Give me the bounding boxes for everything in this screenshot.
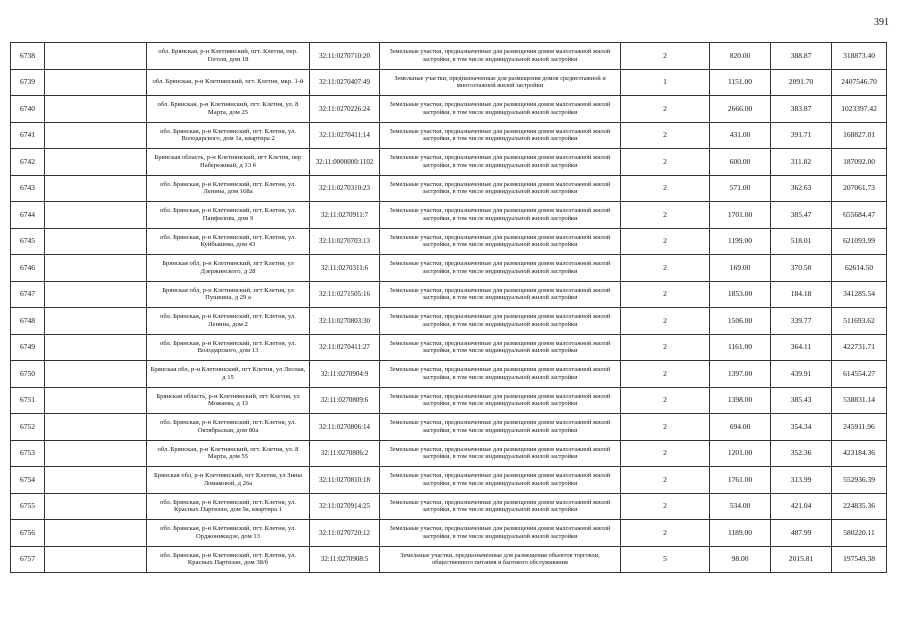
group-cell: 2 — [621, 228, 710, 255]
cadastral-value-cell: 245911.96 — [832, 414, 887, 441]
table-row — [11, 493, 887, 520]
land-use-cell: Земельные участки, предназначенные для размещения домов малоэтажной жилой застройки, в том числе индивидуальной жилой застройки — [380, 149, 621, 176]
blank-cell — [45, 546, 147, 573]
cadastral-number-cell: 32:11:0270407:49 — [310, 69, 380, 96]
cadastral-value-cell: 511693.62 — [832, 308, 887, 335]
cadastral-number-cell: 32:11:0270310:23 — [310, 175, 380, 202]
table-row — [11, 387, 887, 414]
specific-value-cell: 383.87 — [771, 96, 832, 123]
land-use-cell: Земельные участки, предназначенные для размещения домов малоэтажной жилой застройки, в том числе индивидуальной жилой застройки — [380, 387, 621, 414]
specific-value-cell: 2091.70 — [771, 69, 832, 96]
area-cell: 1761.00 — [710, 467, 771, 494]
table-row — [11, 255, 887, 282]
area-cell: 1201.00 — [710, 440, 771, 467]
blank-cell — [45, 414, 147, 441]
table-body — [11, 43, 887, 573]
land-use-cell: Земельные участки, предназначенные для размещения домов малоэтажной жилой застройки, в том числе индивидуальной жилой застройки — [380, 175, 621, 202]
area-cell: 2666.00 — [710, 96, 771, 123]
address-cell: обл. Брянская, р-н Клетнянский, пгт. Клетня, ул. Володарского, дом 13 — [147, 334, 310, 361]
address-cell: Брянская область, р-н Клетнянский, пгт Клетня, пер Набережный, д 13 б — [147, 149, 310, 176]
blank-cell — [45, 122, 147, 149]
cadastral-number-cell: 32:11:0270311:6 — [310, 255, 380, 282]
blank-cell — [45, 467, 147, 494]
land-use-cell: Земельные участки, предназначенные для размещения домов малоэтажной жилой застройки, в том числе индивидуальной жилой застройки — [380, 281, 621, 308]
area-cell: 1199.00 — [710, 228, 771, 255]
group-cell: 2 — [621, 467, 710, 494]
blank-cell — [45, 281, 147, 308]
cadastral-value-cell: 207061.73 — [832, 175, 887, 202]
address-cell: обл. Брянская, р-н Клетнянский, пгт. Клетня, ул. 8 Марта, дом 55 — [147, 440, 310, 467]
table-row — [11, 546, 887, 573]
land-use-cell: Земельные участки, предназначенные для размещения домов малоэтажной жилой застройки, в том числе индивидуальной жилой застройки — [380, 228, 621, 255]
blank-cell — [45, 493, 147, 520]
address-cell: обл. Брянская, р-н Клетнянский, пгт. Клетня, мкр. 1-й — [147, 69, 310, 96]
area-cell: 694.00 — [710, 414, 771, 441]
specific-value-cell: 439.91 — [771, 361, 832, 388]
specific-value-cell: 385.43 — [771, 387, 832, 414]
group-cell: 2 — [621, 149, 710, 176]
row-number-cell: 6742 — [11, 149, 45, 176]
specific-value-cell: 354.34 — [771, 414, 832, 441]
cadastral-value-cell: 1023397.42 — [832, 96, 887, 123]
row-number-cell: 6755 — [11, 493, 45, 520]
row-number-cell: 6753 — [11, 440, 45, 467]
cadastral-number-cell: 32:11:0270803:30 — [310, 308, 380, 335]
specific-value-cell: 184.18 — [771, 281, 832, 308]
area-cell: 1397.00 — [710, 361, 771, 388]
cadastral-number-cell: 32:11:0270411:14 — [310, 122, 380, 149]
table-row — [11, 414, 887, 441]
specific-value-cell: 364.11 — [771, 334, 832, 361]
address-cell: обл. Брянская, р-н Клетнянский, пгт. Клетня, ул. Ленина, дом 2 — [147, 308, 310, 335]
cadastral-value-cell: 580220.11 — [832, 520, 887, 547]
cadastral-value-cell: 62614.50 — [832, 255, 887, 282]
land-use-cell: Земельные участки, предназначенные для размещения домов среднеэтажной и многоэтажной жилой застройки — [380, 69, 621, 96]
cadastral-value-cell: 168827.01 — [832, 122, 887, 149]
land-use-cell: Земельные участки, предназначенные для размещения домов малоэтажной жилой застройки, в том числе индивидуальной жилой застройки — [380, 493, 621, 520]
specific-value-cell: 385.47 — [771, 202, 832, 229]
specific-value-cell: 518.01 — [771, 228, 832, 255]
cadastral-number-cell: 32:11:0270908:5 — [310, 546, 380, 573]
address-cell: обл. Брянская, р-н Клетнянский, пгт. Клетня, ул. Володарского, дом 1а, квартира 2 — [147, 122, 310, 149]
table-row — [11, 228, 887, 255]
row-number-cell: 6738 — [11, 43, 45, 70]
address-cell: Брянская обл, р-н Клетнянский, пгт Клетня, ул Дзержинского, д 28 — [147, 255, 310, 282]
cadastral-number-cell: 32:11:0270809:6 — [310, 387, 380, 414]
cadastral-value-cell: 655684.47 — [832, 202, 887, 229]
row-number-cell: 6748 — [11, 308, 45, 335]
blank-cell — [45, 175, 147, 202]
cadastral-number-cell: 32:11:0270720:12 — [310, 520, 380, 547]
specific-value-cell: 487.99 — [771, 520, 832, 547]
land-use-cell: Земельные участки, предназначенные для размещения домов малоэтажной жилой застройки, в том числе индивидуальной жилой застройки — [380, 308, 621, 335]
group-cell: 2 — [621, 122, 710, 149]
cadastral-value-cell: 422731.71 — [832, 334, 887, 361]
cadastral-value-cell: 423184.36 — [832, 440, 887, 467]
area-cell: 1161.00 — [710, 334, 771, 361]
address-cell: обл. Брянская, р-н Клетнянский, пгт. Клетня, ул. Красных Партизан, дом 38/б — [147, 546, 310, 573]
blank-cell — [45, 440, 147, 467]
cadastral-number-cell: 32:11:0270810:18 — [310, 467, 380, 494]
table-row — [11, 122, 887, 149]
row-number-cell: 6749 — [11, 334, 45, 361]
land-use-cell: Земельные участки, предназначенные для размещения домов малоэтажной жилой застройки, в том числе индивидуальной жилой застройки — [380, 361, 621, 388]
page-number: 391 — [874, 17, 889, 28]
group-cell: 2 — [621, 96, 710, 123]
address-cell: Брянская область, р-н Клетнянский, пгт Клетня, ул Можаева, д 13 — [147, 387, 310, 414]
address-cell: обл. Брянская, р-н Клетнянский, пгт. Клетня, ул. Октябрьская, дом 80а — [147, 414, 310, 441]
specific-value-cell: 313.99 — [771, 467, 832, 494]
blank-cell — [45, 149, 147, 176]
blank-cell — [45, 202, 147, 229]
group-cell: 2 — [621, 387, 710, 414]
land-use-cell: Земельные участки, предназначенные для размещения домов малоэтажной жилой застройки, в том числе индивидуальной жилой застройки — [380, 96, 621, 123]
cadastral-number-cell: 32:11:0270914:25 — [310, 493, 380, 520]
specific-value-cell: 362.63 — [771, 175, 832, 202]
row-number-cell: 6744 — [11, 202, 45, 229]
group-cell: 2 — [621, 308, 710, 335]
table-row — [11, 440, 887, 467]
table-row — [11, 308, 887, 335]
cadastral-number-cell: 32:11:0000000:1102 — [310, 149, 380, 176]
blank-cell — [45, 308, 147, 335]
address-cell: обл. Брянская, р-н Клетнянский, пгт. Клетня, ул. Куйбышева, дом 43 — [147, 228, 310, 255]
row-number-cell: 6741 — [11, 122, 45, 149]
cadastral-value-cell: 538831.14 — [832, 387, 887, 414]
land-use-cell: Земельные участки, предназначенные для размещения домов малоэтажной жилой застройки, в том числе индивидуальной жилой застройки — [380, 255, 621, 282]
cadastral-number-cell: 32:11:0271505:16 — [310, 281, 380, 308]
group-cell: 2 — [621, 43, 710, 70]
specific-value-cell: 311.82 — [771, 149, 832, 176]
address-cell: обл. Брянская, р-н Клетнянский, пгт. Клетня, ул. Орджоникидзе, дом 13 — [147, 520, 310, 547]
row-number-cell: 6739 — [11, 69, 45, 96]
address-cell: Брянская обл, р-н Клетнянский, пгт Клетня, ул Пушкина, д 29 а — [147, 281, 310, 308]
cadastral-number-cell: 32:11:0270806:14 — [310, 414, 380, 441]
address-cell: Брянская обл, р-н Клетнянский, пгт Клетня, ул Лесная, д 15 — [147, 361, 310, 388]
blank-cell — [45, 361, 147, 388]
land-use-cell: Земельные участки, предназначенные для размещения домов малоэтажной жилой застройки, в том числе индивидуальной жилой застройки — [380, 122, 621, 149]
table-row — [11, 520, 887, 547]
blank-cell — [45, 69, 147, 96]
land-use-cell: Земельные участки, предназначенные для размещения домов малоэтажной жилой застройки, в том числе индивидуальной жилой застройки — [380, 440, 621, 467]
cadastral-value-cell: 187092.00 — [832, 149, 887, 176]
area-cell: 1506.00 — [710, 308, 771, 335]
land-use-cell: Земельные участки, предназначенные для размещения домов малоэтажной жилой застройки, в том числе индивидуальной жилой застройки — [380, 334, 621, 361]
row-number-cell: 6750 — [11, 361, 45, 388]
land-use-cell: Земельные участки, предназначенные для размещения домов малоэтажной жилой застройки, в том числе индивидуальной жилой застройки — [380, 414, 621, 441]
cadastral-number-cell: 32:11:0270411:27 — [310, 334, 380, 361]
address-cell: обл. Брянская, р-н Клетнянский, пгт. Клетня, пер. Гоголя, дом 18 — [147, 43, 310, 70]
area-cell: 169.00 — [710, 255, 771, 282]
land-use-cell: Земельные участки, предназначенные для размещения домов малоэтажной жилой застройки, в том числе индивидуальной жилой застройки — [380, 467, 621, 494]
address-cell: обл. Брянская, р-н Клетнянский, пгт. Клетня, ул. 8 Марта, дом 25 — [147, 96, 310, 123]
blank-cell — [45, 520, 147, 547]
blank-cell — [45, 334, 147, 361]
area-cell: 1398.00 — [710, 387, 771, 414]
group-cell: 2 — [621, 493, 710, 520]
row-number-cell: 6743 — [11, 175, 45, 202]
area-cell: 820.00 — [710, 43, 771, 70]
area-cell: 1701.00 — [710, 202, 771, 229]
cadastral-number-cell: 32:11:0270911:7 — [310, 202, 380, 229]
area-cell: 534.00 — [710, 493, 771, 520]
blank-cell — [45, 43, 147, 70]
group-cell: 2 — [621, 520, 710, 547]
specific-value-cell: 370.50 — [771, 255, 832, 282]
row-number-cell: 6745 — [11, 228, 45, 255]
cadastral-number-cell: 32:11:0270226:24 — [310, 96, 380, 123]
group-cell: 2 — [621, 255, 710, 282]
specific-value-cell: 2015.81 — [771, 546, 832, 573]
group-cell: 1 — [621, 69, 710, 96]
row-number-cell: 6754 — [11, 467, 45, 494]
row-number-cell: 6757 — [11, 546, 45, 573]
area-cell: 1853.00 — [710, 281, 771, 308]
area-cell: 1189.00 — [710, 520, 771, 547]
cadastral-value-cell: 2407546.70 — [832, 69, 887, 96]
cadastral-number-cell: 32:11:0270806:2 — [310, 440, 380, 467]
group-cell: 2 — [621, 440, 710, 467]
blank-cell — [45, 387, 147, 414]
land-use-cell: Земельные участки, предназначенные для размещения объектов торговли, общественного питания и бытового обслуживания — [380, 546, 621, 573]
cadastral-value-cell: 621093.99 — [832, 228, 887, 255]
row-number-cell: 6740 — [11, 96, 45, 123]
area-cell: 571.00 — [710, 175, 771, 202]
cadastral-value-cell: 197549.38 — [832, 546, 887, 573]
row-number-cell: 6746 — [11, 255, 45, 282]
table-row — [11, 175, 887, 202]
cadastral-value-cell: 614554.27 — [832, 361, 887, 388]
row-number-cell: 6756 — [11, 520, 45, 547]
cadastral-number-cell: 32:11:0270703:13 — [310, 228, 380, 255]
address-cell: обл. Брянская, р-н Клетнянский, пгт. Клетня, ул. Красных Партизан, дом 9а, квартира 1 — [147, 493, 310, 520]
specific-value-cell: 339.77 — [771, 308, 832, 335]
cadastral-value-cell: 318873.40 — [832, 43, 887, 70]
cadastral-number-cell: 32:11:0270904:9 — [310, 361, 380, 388]
blank-cell — [45, 255, 147, 282]
row-number-cell: 6752 — [11, 414, 45, 441]
area-cell: 600.00 — [710, 149, 771, 176]
table-row — [11, 281, 887, 308]
blank-cell — [45, 228, 147, 255]
group-cell: 5 — [621, 546, 710, 573]
table-row — [11, 361, 887, 388]
area-cell: 1151.00 — [710, 69, 771, 96]
cadastral-value-cell: 552936.39 — [832, 467, 887, 494]
cadastral-number-cell: 32:11:0270710:20 — [310, 43, 380, 70]
cadastral-value-cell: 224835.36 — [832, 493, 887, 520]
group-cell: 2 — [621, 361, 710, 388]
land-use-cell: Земельные участки, предназначенные для размещения домов малоэтажной жилой застройки, в том числе индивидуальной жилой застройки — [380, 202, 621, 229]
area-cell: 98.00 — [710, 546, 771, 573]
group-cell: 2 — [621, 281, 710, 308]
address-cell: обл. Брянская, р-н Клетнянский, пгт. Клетня, ул. Панфилова, дом 9 — [147, 202, 310, 229]
area-cell: 431.00 — [710, 122, 771, 149]
group-cell: 2 — [621, 334, 710, 361]
table-row — [11, 43, 887, 70]
specific-value-cell: 421.04 — [771, 493, 832, 520]
land-use-cell: Земельные участки, предназначенные для размещения домов малоэтажной жилой застройки, в том числе индивидуальной жилой застройки — [380, 43, 621, 70]
table-row — [11, 202, 887, 229]
table-row — [11, 69, 887, 96]
specific-value-cell: 391.71 — [771, 122, 832, 149]
cadastral-value-table — [10, 42, 887, 573]
specific-value-cell: 352.36 — [771, 440, 832, 467]
table-row — [11, 149, 887, 176]
specific-value-cell: 388.87 — [771, 43, 832, 70]
group-cell: 2 — [621, 175, 710, 202]
table-row — [11, 334, 887, 361]
table-row — [11, 467, 887, 494]
address-cell: Брянская обл, р-н Клетнянский, пгт Клетня, ул Зины Ломаковой, д 26а — [147, 467, 310, 494]
blank-cell — [45, 96, 147, 123]
row-number-cell: 6747 — [11, 281, 45, 308]
group-cell: 2 — [621, 202, 710, 229]
address-cell: обл. Брянская, р-н Клетнянский, пгт. Клетня, ул. Ленина, дом 168а — [147, 175, 310, 202]
table-row — [11, 96, 887, 123]
cadastral-value-cell: 341285.54 — [832, 281, 887, 308]
group-cell: 2 — [621, 414, 710, 441]
row-number-cell: 6751 — [11, 387, 45, 414]
land-use-cell: Земельные участки, предназначенные для размещения домов малоэтажной жилой застройки, в том числе индивидуальной жилой застройки — [380, 520, 621, 547]
